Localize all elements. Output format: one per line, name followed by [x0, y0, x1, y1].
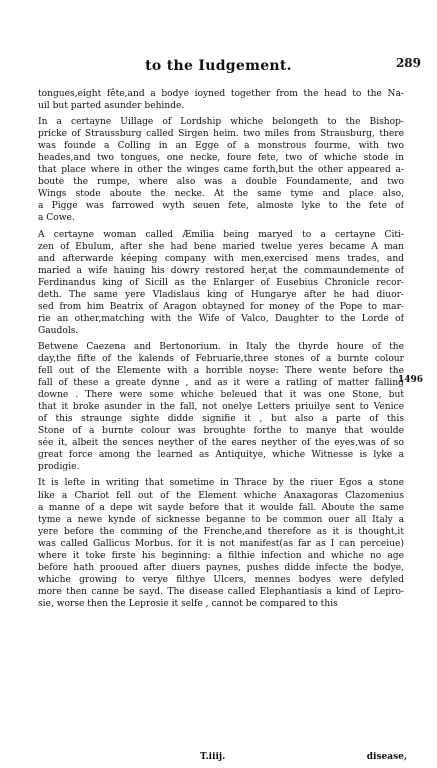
text-line: tyme a newe kynde of sicknesse beganne to be common ouer all Italy a [38, 514, 404, 525]
text-line: deth. The same yere Vladislaus king of Hungarye after he had diuor- [38, 289, 404, 300]
margin-note-year: 1496 [397, 375, 423, 385]
text-line: a Cowe. [38, 213, 75, 224]
text-line: where it toke firste his beginning: a filthie infection and whiche no age [38, 550, 404, 561]
text-line: uil but parted asunder behinde. [38, 101, 185, 112]
text-line: downe . There were some whiche beleued that it was one Stone, but [38, 390, 404, 401]
text-line: and afterwarde kéeping company with men,exercised mens trades, and [38, 253, 404, 264]
text-line: day,the fifte of the kalends of Februarie,three stones of a burnte colour [38, 353, 404, 364]
paragraph [38, 116, 404, 224]
text-line: more then canne be sayd. The disease called Elephantiasis a kind of Lepro- [38, 586, 404, 597]
text-line: a manne of a depe wit sayde before that it woulde fall. Aboute the same [38, 502, 404, 513]
text-line: sie, worse then the Leprosie it selfe , cannot be compared to this [38, 598, 338, 609]
text-line: that place where in other the winges came forth,but the other appeared a- [38, 165, 404, 176]
text-line: great force among the learned as Antiquitye, whiche Witnesse is lyke a [38, 450, 404, 461]
text-line: Stone of a burnte colour was broughte forthe to manye that woulde [38, 426, 404, 437]
text-line: was called Gallicus Morbus. for it is not manifest(as far as I can perceiue) [38, 538, 404, 549]
text-line: of this straunge sighte didde signifie it , but also a parte of this [38, 414, 404, 425]
text-line: heades,and two tongues, one necke, foure fete, two of whiche stode in [38, 153, 404, 164]
text-line: Wings stode aboute the necke. At the same tyme and place also, [38, 189, 404, 200]
text-line: a Pigge was farrowed wyth seuen fete, almoste lyke to the fete of [38, 201, 404, 212]
text-line: sée it, albeit the sences neyther of the eares neyther of the eyes,was of so [38, 438, 404, 449]
text-line: whiche growing to verye filthye Ulcers, mennes bodyes were defyled [38, 574, 404, 585]
text-line: It is lefte in writing that sometime in Thrace by the riuer Egos a stone [38, 478, 404, 489]
page-number: 289 [395, 56, 421, 70]
text-line: before hath prooued after diuers paynes, pushes didde infecte the bodye, [38, 562, 404, 573]
paragraph [38, 341, 404, 474]
text-line: Ferdinandus king of Sicill as the Enlarger of Eusebius Chronicle recor- [38, 277, 404, 288]
text-line: In a certayne Uillage of Lordship whiche belongeth to the Bishop- [38, 117, 404, 128]
text-line: zen of Ebulum, after she had bene maried twelue yeres became A man [38, 241, 404, 252]
text-line: yere before the comming of the Frenche,and therefore as it is thought,it [38, 526, 404, 537]
paragraph [38, 477, 404, 610]
text-line: like a Chariot fell out of the Element whiche Anaxagoras Clazomenius [38, 490, 404, 501]
paragraph [38, 88, 404, 112]
signature-mark: T.iiij. [200, 752, 226, 762]
text-line: was founde a Colling in an Egge of a monstrous fourme, with two [38, 141, 404, 152]
text-line: prodigie. [38, 462, 80, 473]
text-line: maried a wife hauing his dowry restored her,at the commaundemente of [38, 265, 404, 276]
text-line: sed from him Beatrix of Aragon obtayned for money of the Pope to mar- [38, 301, 404, 312]
body-text [38, 88, 404, 610]
paragraph [38, 229, 404, 337]
text-line: fall of these a greate dynne , and as it were a ratling of matter falling [38, 378, 404, 389]
text-line: that it broke asunder in the fall, not onelye Letters priuilye sent to Venice [38, 402, 404, 413]
text-line: fell out of the Elemente with a horrible noyse: There wente before the [38, 366, 404, 377]
running-head: to the Iudgement. [145, 58, 292, 74]
catchword: disease, [366, 752, 407, 762]
text-line: Gaudols. [38, 325, 79, 336]
text-line: boute the rumpe, where also was a double Foundamente, and two [38, 177, 404, 188]
text-line: tongues,eight fête,and a bodye ioyned together from the head to the Na- [38, 89, 404, 99]
text-line: A certayne woman called Æmilia being maryed to a certayne Citi- [38, 229, 404, 240]
text-line: Betwene Caezena and Bertonorium. in Italy the thyrde houre of the [38, 341, 404, 352]
text-line: rie an other,matching with the Wife of Valco, Daughter to the Lorde of [38, 313, 404, 324]
text-line: pricke of Straussburg called Sirgen heim. two miles from Strausburg, there [38, 129, 404, 140]
